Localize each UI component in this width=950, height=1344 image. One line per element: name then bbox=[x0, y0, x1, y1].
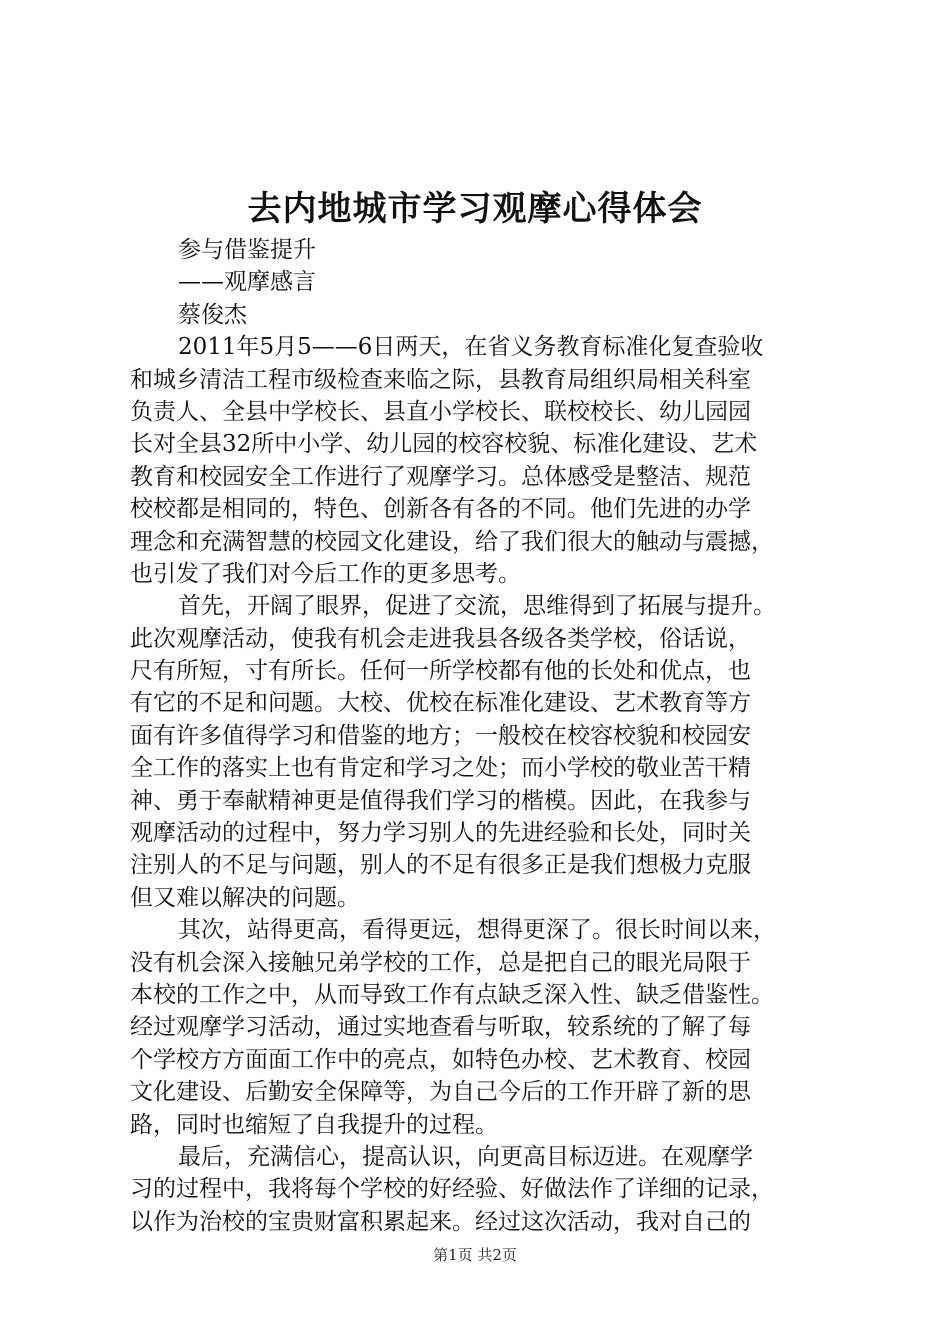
paragraph-line: 校校都是相同的，特色、创新各有各的不同。他们先进的办学 bbox=[130, 496, 751, 523]
page-footer: 第1页 共2页 bbox=[433, 1246, 517, 1264]
paragraph-line: 全工作的落实上也有肯定和学习之处；而小学校的敬业苦干精 bbox=[130, 755, 751, 782]
paragraph-line: 文化建设、后勤安全保障等，为自己今后的工作开辟了新的思 bbox=[130, 1079, 751, 1106]
paragraph-line: 面有许多值得学习和借鉴的地方；一般校在校容校貌和校园安 bbox=[130, 722, 751, 749]
paragraph-line: 也引发了我们对今后工作的更多思考。 bbox=[130, 560, 521, 587]
paragraph-line: 经过观摩学习活动，通过实地查看与听取，较系统的了解了每 bbox=[130, 1014, 751, 1041]
paragraph-line: 神、勇于奉献精神更是值得我们学习的楷模。因此，在我参与 bbox=[130, 787, 751, 814]
paragraph-line: 习的过程中，我将每个学校的好经验、好做法作了详细的记录， bbox=[130, 1176, 774, 1203]
paragraph-line: 观摩活动的过程中，努力学习别人的先进经验和长处，同时关 bbox=[130, 820, 751, 847]
paragraph-line: 理念和充满智慧的校园文化建设，给了我们很大的触动与震撼， bbox=[130, 528, 774, 555]
paragraph-line: 有它的不足和问题。大校、优校在标准化建设、艺术教育等方 bbox=[130, 690, 751, 717]
paragraph-line: 长对全县32所中小学、幼儿园的校容校貌、标准化建设、艺术 bbox=[130, 431, 758, 458]
subtitle-line: ——观摩感言 bbox=[178, 269, 316, 296]
paragraph-line: 以作为治校的宝贵财富积累起来。经过这次活动，我对自己的 bbox=[130, 1208, 751, 1235]
subtitle-line: 参与借鉴提升 bbox=[178, 237, 316, 263]
paragraph-line: 此次观摩活动，使我有机会走进我县各级各类学校，俗话说， bbox=[130, 625, 751, 652]
paragraph-line: 首先，开阔了眼界，促进了交流，思维得到了拓展与提升。 bbox=[178, 593, 776, 620]
paragraph-line: 但又难以解决的问题。 bbox=[130, 884, 360, 911]
paragraph-line: 尺有所短，寸有所长。任何一所学校都有他的长处和优点，也 bbox=[130, 658, 751, 685]
paragraph-line: 注别人的不足与问题，别人的不足有很多正是我们想极力克服 bbox=[130, 852, 751, 879]
author-line: 蔡俊杰 bbox=[178, 301, 247, 328]
document-title: 去内地城市学习观摩心得体会 bbox=[247, 189, 703, 229]
paragraph-line: 教育和校园安全工作进行了观摩学习。总体感受是整洁、规范 bbox=[130, 463, 751, 490]
paragraph-line: 没有机会深入接触兄弟学校的工作，总是把自己的眼光局限于 bbox=[130, 949, 751, 976]
document-body bbox=[130, 234, 830, 1238]
paragraph-line: 个学校方方面面工作中的亮点，如特色办校、艺术教育、校园 bbox=[130, 1046, 751, 1073]
paragraph-line: 和城乡清洁工程市级检查来临之际，县教育局组织局相关科室 bbox=[130, 366, 751, 393]
paragraph-line: 最后，充满信心，提高认识，向更高目标迈进。在观摩学 bbox=[178, 1143, 753, 1170]
paragraph-line: 路，同时也缩短了自我提升的过程。 bbox=[130, 1111, 498, 1138]
paragraph-line: 负责人、全县中学校长、县直小学校长、联校校长、幼儿园园 bbox=[130, 398, 751, 425]
paragraph-line: 本校的工作之中，从而导致工作有点缺乏深入性、缺乏借鉴性。 bbox=[130, 981, 774, 1008]
paragraph-line: 其次，站得更高，看得更远，想得更深了。很长时间以来， bbox=[178, 917, 776, 944]
paragraph-line: 2011年5月5——6日两天，在省义务教育标准化复查验收 bbox=[178, 334, 764, 361]
